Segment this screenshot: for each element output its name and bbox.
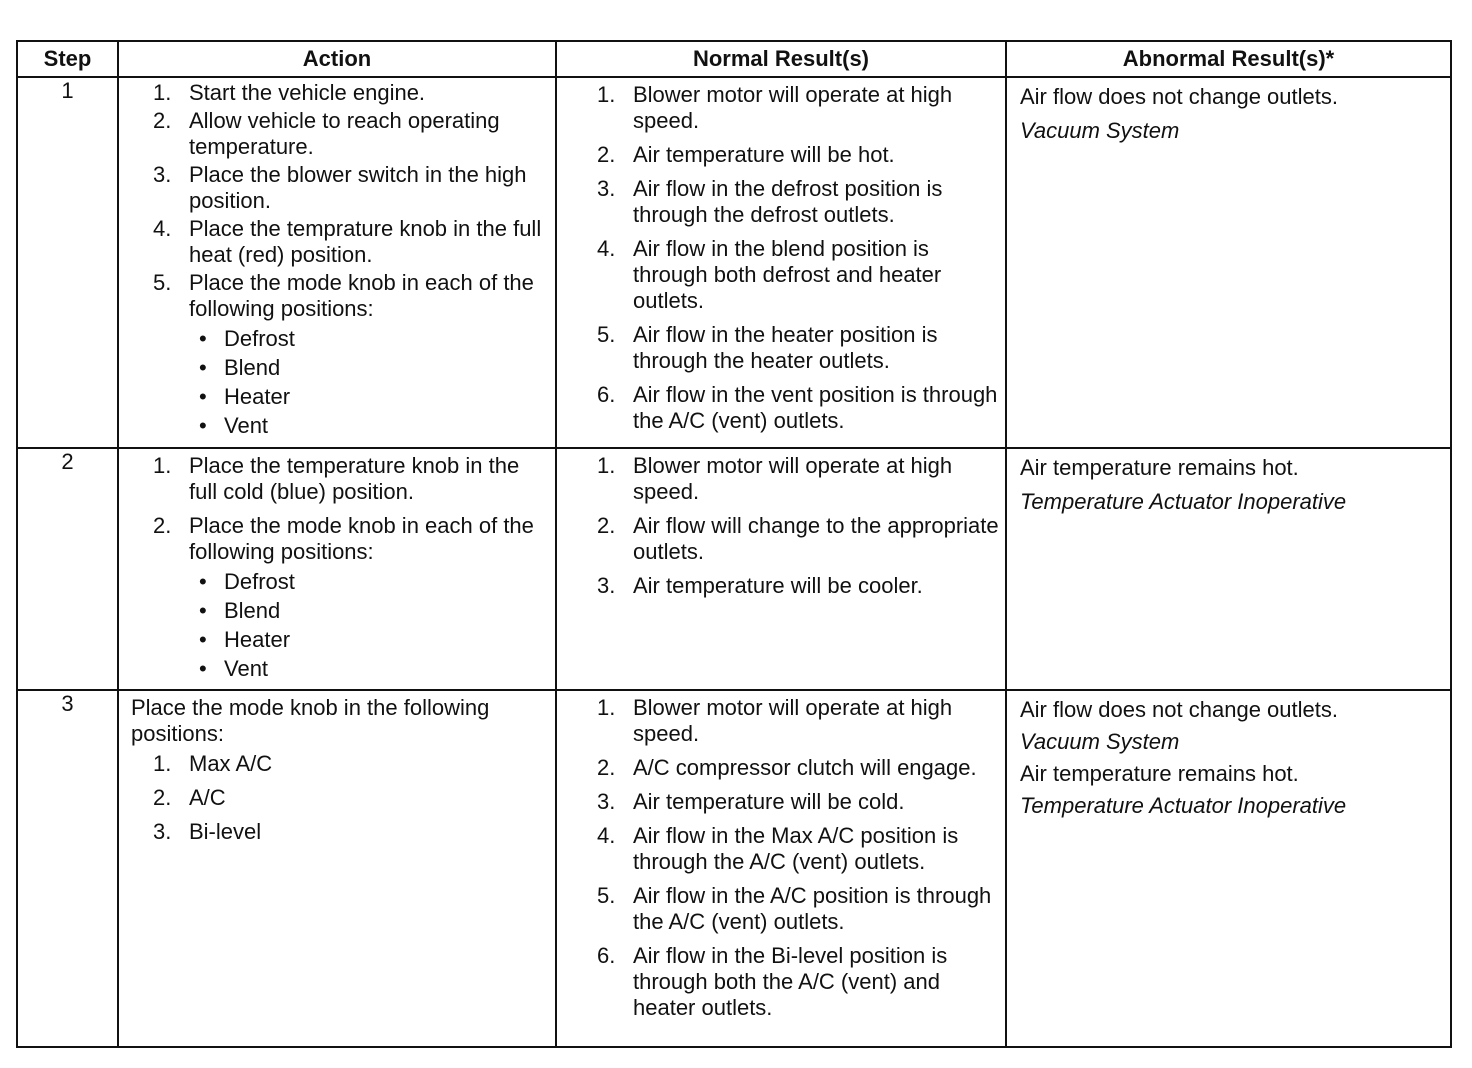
header-action: Action <box>118 41 556 77</box>
abnormal-cause: Vacuum System <box>1020 729 1180 754</box>
header-step: Step <box>17 41 118 77</box>
action-list <box>119 80 551 322</box>
abnormal-cause: Temperature Actuator Inoperative <box>1020 489 1347 514</box>
list-item: 1. Place the temperature knob in the full cold (blue) position. <box>153 453 520 504</box>
list-item: 2. Air temperature will be hot. <box>597 142 895 167</box>
list-item: 5. Place the mode knob in each of the following positions: <box>153 270 534 321</box>
list-item: 1. Blower motor will operate at high speed. <box>597 453 953 504</box>
list-item: 6. Air flow in the Bi-level position is through both the A/C (vent) and heater outlets. <box>597 943 948 1020</box>
position-list <box>119 326 551 439</box>
list-item: 3. Bi-level <box>153 819 262 844</box>
action-cell <box>118 77 556 448</box>
normal-results-list <box>557 695 1001 1021</box>
list-item: • Vent <box>119 656 551 682</box>
normal-results-cell <box>556 77 1006 448</box>
action-cell <box>118 448 556 690</box>
list-item: • Blend <box>119 355 551 381</box>
step-number: 2 <box>17 448 118 690</box>
list-item: 5. Air flow in the heater position is through the heater outlets. <box>597 322 938 373</box>
table-row <box>17 448 1451 690</box>
position-list <box>119 569 551 682</box>
abnormal-result: Air temperature remains hot. <box>1020 455 1299 480</box>
table-row <box>17 690 1451 1047</box>
table-row <box>17 77 1451 448</box>
list-item: 1. Max A/C <box>153 751 273 776</box>
abnormal-cause: Vacuum System <box>1020 118 1180 143</box>
list-item: 3. Air temperature will be cooler. <box>597 573 923 598</box>
list-item: 5. Air flow in the A/C position is through the A/C (vent) outlets. <box>597 883 992 934</box>
abnormal-result: Air temperature remains hot. <box>1020 761 1299 786</box>
abnormal-result: Air flow does not change outlets. <box>1020 697 1338 722</box>
list-item: • Defrost <box>119 569 551 595</box>
list-item: 4. Air flow in the Max A/C position is through the A/C (vent) outlets. <box>597 823 959 874</box>
normal-results-list <box>557 453 1001 599</box>
header-abnormal-results: Abnormal Result(s)* <box>1006 41 1451 77</box>
header-normal-results: Normal Result(s) <box>556 41 1006 77</box>
diagnostic-table <box>16 40 1452 1048</box>
abnormal-cause: Temperature Actuator Inoperative <box>1020 793 1347 818</box>
list-item: 3. Place the blower switch in the high position. <box>153 162 527 213</box>
list-item: • Heater <box>119 384 551 410</box>
list-item: 2. Allow vehicle to reach operating temperature. <box>153 108 500 159</box>
list-item: 1. Blower motor will operate at high speed. <box>597 82 953 133</box>
list-item: 2. Air flow will change to the appropriate outlets. <box>597 513 999 564</box>
normal-results-list <box>557 82 1001 434</box>
list-item: • Defrost <box>119 326 551 352</box>
action-list <box>119 751 551 845</box>
abnormal-results-cell <box>1006 448 1451 690</box>
abnormal-results-cell <box>1006 690 1451 1047</box>
list-item: • Vent <box>119 413 551 439</box>
action-cell <box>118 690 556 1047</box>
list-item: 3. Air temperature will be cold. <box>597 789 905 814</box>
list-item: 1. Start the vehicle engine. <box>153 80 426 105</box>
list-item: 2. Place the mode knob in each of the following positions: <box>153 513 534 564</box>
abnormal-result: Air flow does not change outlets. <box>1020 84 1338 109</box>
normal-results-cell <box>556 690 1006 1047</box>
list-item: 4. Place the temprature knob in the full heat (red) position. <box>153 216 542 267</box>
step-number: 3 <box>17 690 118 1047</box>
list-item: 4. Air flow in the blend position is through both defrost and heater outlets. <box>597 236 942 313</box>
header-row <box>17 41 1451 77</box>
abnormal-results-cell <box>1006 77 1451 448</box>
normal-results-cell <box>556 448 1006 690</box>
list-item: • Blend <box>119 598 551 624</box>
action-intro: Place the mode knob in the following positions: <box>131 695 490 746</box>
list-item: 2. A/C <box>153 785 226 810</box>
step-number: 1 <box>17 77 118 448</box>
action-list <box>119 453 551 565</box>
list-item: • Heater <box>119 627 551 653</box>
list-item: 3. Air flow in the defrost position is through the defrost outlets. <box>597 176 943 227</box>
list-item: 2. A/C compressor clutch will engage. <box>597 755 977 780</box>
list-item: 1. Blower motor will operate at high speed. <box>597 695 953 746</box>
list-item: 6. Air flow in the vent position is through the A/C (vent) outlets. <box>597 382 998 433</box>
